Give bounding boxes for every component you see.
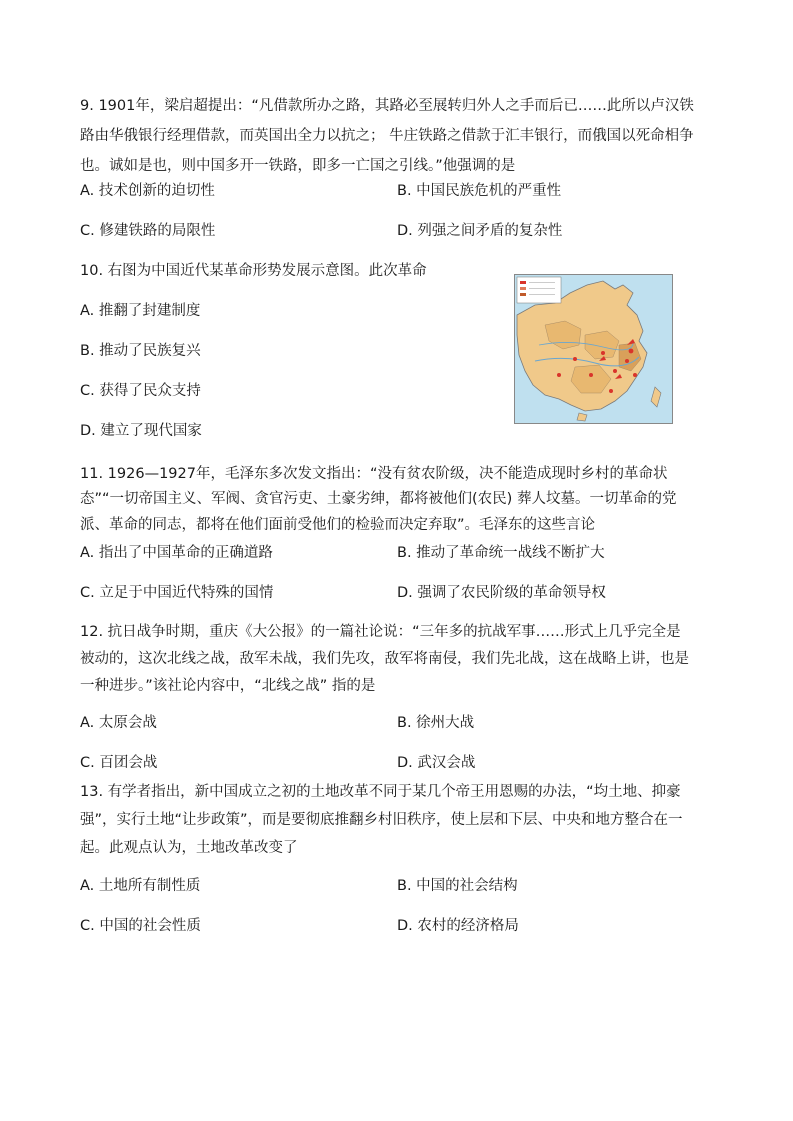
q11-option-c: C. 立足于中国近代特殊的国情 bbox=[80, 585, 274, 601]
q13-option-d: D. 农村的经济格局 bbox=[397, 918, 519, 934]
q12-option-b: B. 徐州大战 bbox=[397, 715, 475, 731]
q12-option-a: A. 太原会战 bbox=[80, 715, 157, 731]
q12-line-3: 一种进步。”该社论内容中，“北线之战” 指的是 bbox=[80, 678, 376, 694]
q9-line-3: 也。诚如是也，则中国多开一铁路，即多一亡国之引线。”他强调的是 bbox=[80, 158, 516, 174]
q9-option-d: D. 列强之间矛盾的复杂性 bbox=[397, 223, 563, 239]
revolution-map-figure bbox=[514, 274, 673, 424]
q12-option-d: D. 武汉会战 bbox=[397, 755, 476, 771]
q10-option-c: C. 获得了民众支持 bbox=[80, 383, 201, 399]
q13-option-a: A. 土地所有制性质 bbox=[80, 878, 201, 894]
q13-option-b: B. 中国的社会结构 bbox=[397, 878, 518, 894]
q9-option-a: A. 技术创新的迫切性 bbox=[80, 183, 215, 199]
q13-option-c: C. 中国的社会性质 bbox=[80, 918, 201, 934]
q10-option-d: D. 建立了现代国家 bbox=[80, 423, 202, 439]
q10-option-a: A. 推翻了封建制度 bbox=[80, 303, 201, 319]
q10-line-1: 10. 右图为中国近代某革命形势发展示意图。此次革命 bbox=[80, 263, 427, 279]
china-map-icon bbox=[515, 275, 672, 423]
q11-line-3: 派、革命的同志，都将在他们面前受他们的检验而决定弃取”。毛泽东的这些言论 bbox=[80, 517, 596, 533]
q11-option-a: A. 指出了中国革命的正确道路 bbox=[80, 545, 273, 561]
q11-line-1: 11. 1926—1927年，毛泽东多次发文指出：“没有贫农阶级，决不能造成现时乡村的革命状 bbox=[80, 466, 668, 482]
q12-option-c: C. 百团会战 bbox=[80, 755, 158, 771]
q13-line-3: 起。此观点认为，土地改革改变了 bbox=[80, 840, 298, 856]
q9-option-b: B. 中国民族危机的严重性 bbox=[397, 183, 562, 199]
q9-option-c: C. 修建铁路的局限性 bbox=[80, 223, 216, 239]
q11-line-2: 态”“一切帝国主义、军阀、贪官污吏、土豪劣绅，都将被他们(农民) 葬人坟墓。一切革命的党 bbox=[80, 491, 677, 507]
q12-line-2: 被动的，这次北线之战，敌军未战，我们先攻，敌军将南侵，我们先北战，这在战略上讲，也是 bbox=[80, 651, 689, 667]
q12-line-1: 12. 抗日战争时期，重庆《大公报》的一篇社论说：“三年多的抗战军事……形式上几乎完全是 bbox=[80, 624, 681, 640]
q9-line-2: 路由华俄银行经理借款，而英国出全力以抗之； 牛庄铁路之借款于汇丰银行，而俄国以死命相争 bbox=[80, 128, 694, 144]
q10-option-b: B. 推动了民族复兴 bbox=[80, 343, 201, 359]
q11-option-b: B. 推动了革命统一战线不断扩大 bbox=[397, 545, 605, 561]
q9-line-1: 9. 1901年，梁启超提出：“凡借款所办之路，其路必至展转归外人之手而后已……此所以卢汉铁 bbox=[80, 98, 694, 114]
q13-line-1: 13. 有学者指出，新中国成立之初的土地改革不同于某几个帝王用恩赐的办法，“均土地、抑豪 bbox=[80, 784, 681, 800]
q13-line-2: 强”，实行土地“让步政策”，而是要彻底推翻乡村旧秩序，使上层和下层、中央和地方整合在一 bbox=[80, 812, 683, 828]
q11-option-d: D. 强调了农民阶级的革命领导权 bbox=[397, 585, 606, 601]
